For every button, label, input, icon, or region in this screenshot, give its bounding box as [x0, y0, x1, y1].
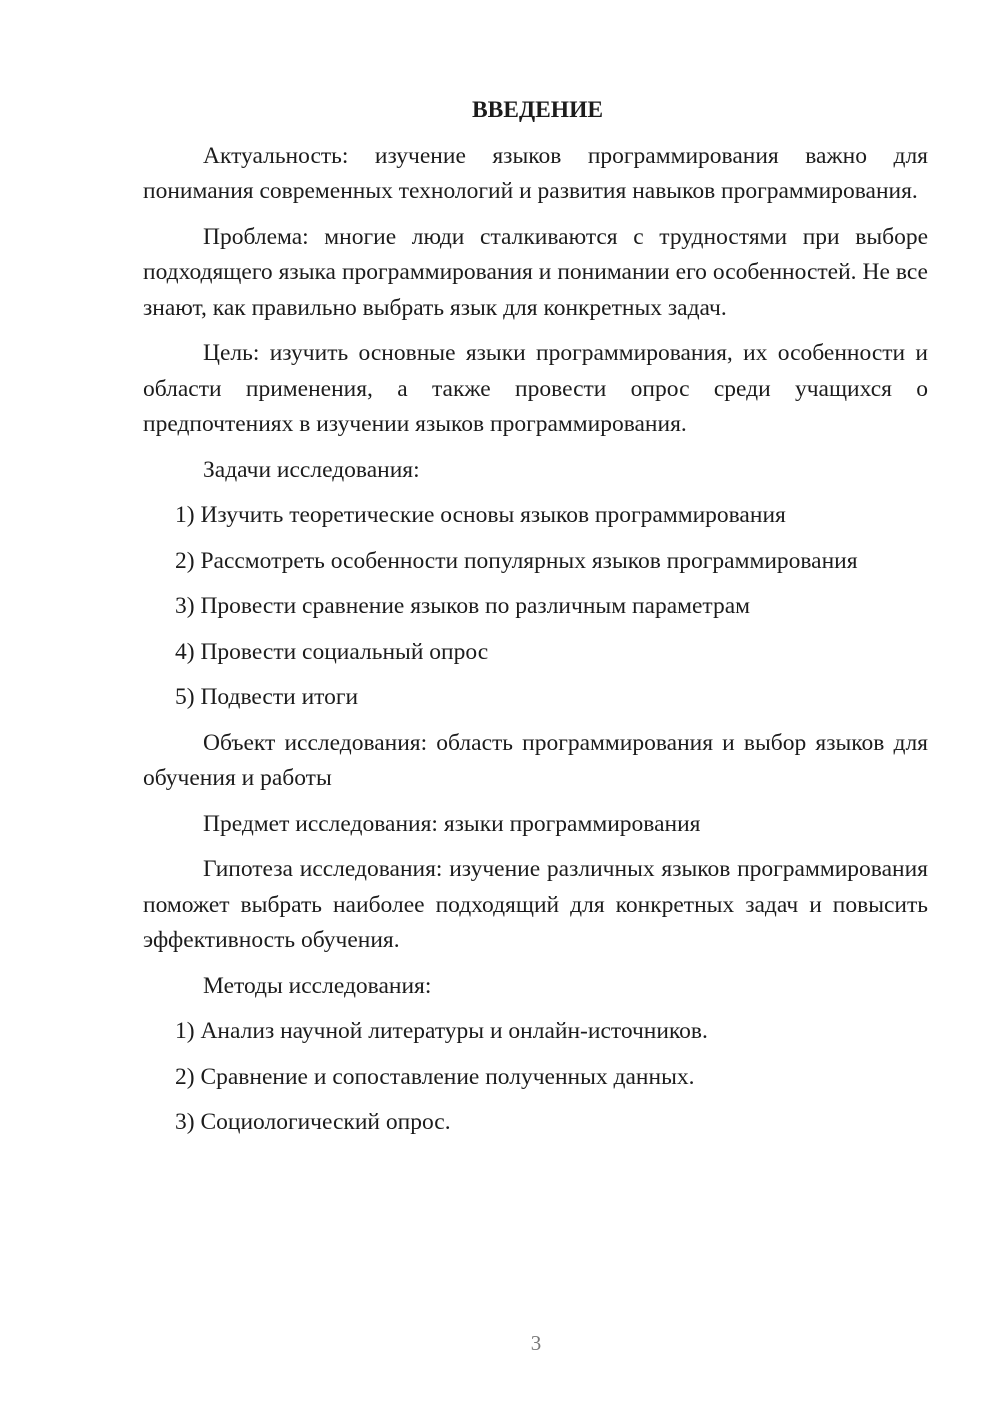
paragraph-hypothesis: Гипотеза исследования: изучение различных языков программирования поможет выбрать наиболее подходящий для конкретных задач и повысить эффективность обучения. — [143, 856, 928, 953]
page-number: 3 — [530, 1331, 542, 1355]
list-item: 3) Провести сравнение языков по различным параметрам — [175, 593, 751, 619]
methods-list — [143, 1014, 928, 1141]
list-item: 2) Рассмотреть особенности популярных языков программирования — [175, 547, 858, 574]
list-item: 3) Социологический опрос. — [175, 1109, 451, 1135]
paragraph-relevance: Актуальность: изучение языков программирования важно для понимания современных технологий и развития навыков программирования. — [143, 142, 928, 204]
paragraph-object: Объект исследования: область программирования и выбор языков для обучения и работы — [143, 729, 928, 791]
methods-label: Методы исследования: — [203, 972, 432, 999]
paragraph-subject: Предмет исследования: языки программирования — [203, 810, 701, 837]
tasks-list — [143, 498, 928, 716]
list-item: 2) Сравнение и сопоставление полученных данных. — [175, 1063, 695, 1090]
list-item: 4) Провести социальный опрос — [175, 638, 489, 665]
paragraph-goal: Цель: изучить основные языки программирования, их особенности и области применения, а также провести опрос среди учащихся о предпочтениях в изучении языков программирования. — [143, 340, 928, 437]
list-item: 5) Подвести итоги — [175, 684, 359, 710]
list-item: 1) Анализ научной литературы и онлайн-источников. — [175, 1018, 708, 1044]
list-item: 1) Изучить теоретические основы языков программирования — [175, 502, 786, 528]
paragraph-problem: Проблема: многие люди сталкиваются с трудностями при выборе подходящего языка программирования и понимании его особенностей. Не все знают, как правильно выбрать язык для конкретных задач. — [143, 223, 928, 321]
page-title: ВВЕДЕНИЕ — [471, 97, 604, 123]
tasks-label: Задачи исследования: — [203, 456, 420, 483]
page-content — [143, 93, 928, 1151]
